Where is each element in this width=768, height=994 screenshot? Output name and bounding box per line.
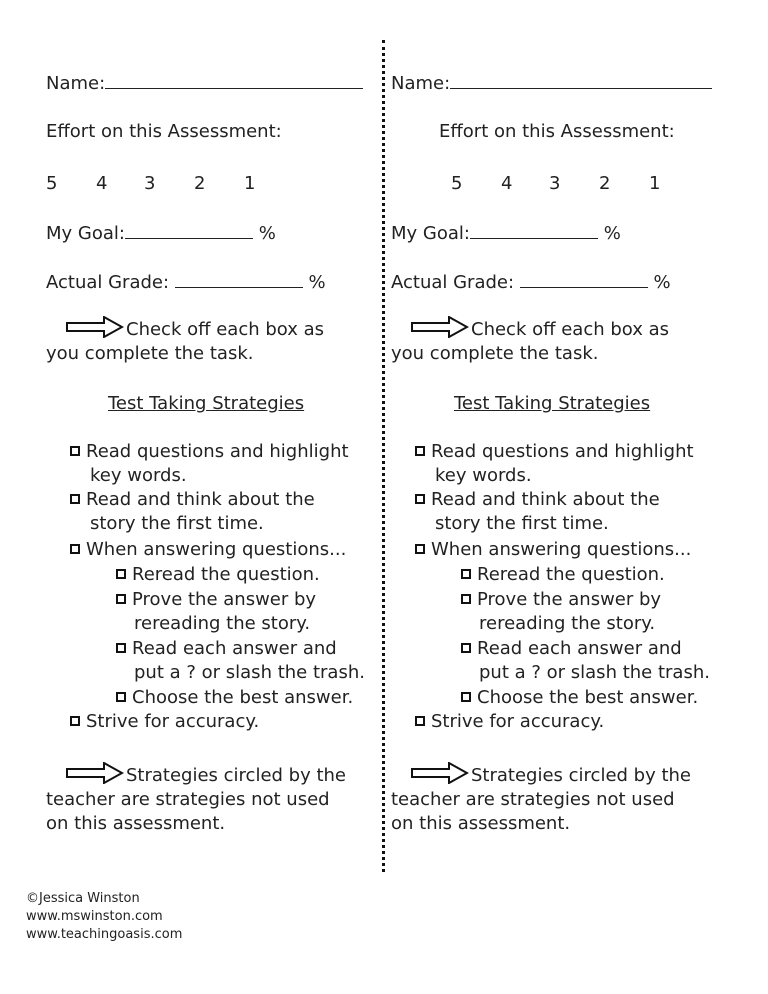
actual-label: Actual Grade: [46,272,170,293]
actual-unit: % [308,272,326,293]
circled-note [46,762,386,836]
name-blank[interactable] [450,70,712,89]
checkbox[interactable] [116,692,126,702]
strategy-item-cont: story the first time. [90,513,264,534]
goal-label: My Goal: [391,223,470,244]
name-row [391,70,712,96]
effort-option-1[interactable]: 1 [649,173,661,194]
circled-line1: Strategies circled by the [471,765,692,786]
actual-blank[interactable] [175,269,303,288]
arrow-right-icon [66,762,124,784]
author-credit: ©Jessica Winston [26,891,140,906]
strategy-item-read-questions[interactable]: Read questions and highlight [415,440,694,464]
effort-option-2[interactable]: 2 [194,173,206,194]
checkbox[interactable] [461,643,471,653]
arrow-right-icon [66,316,124,338]
checkoff-line1: Check off each box as [471,319,670,340]
circled-line2: teacher are strategies not used [46,789,330,810]
strategies-title: Test Taking Strategies [108,393,305,414]
goal-blank[interactable] [470,220,598,239]
checkoff-line2: you complete the task. [391,343,599,364]
checkbox[interactable] [116,569,126,579]
checkbox[interactable] [70,446,80,456]
strategy-item-cont: put a ? or slash the trash. [479,662,710,683]
checkbox[interactable] [415,446,425,456]
name-blank[interactable] [105,70,363,89]
circled-line1: Strategies circled by the [126,765,347,786]
goal-row [391,220,621,246]
effort-label: Effort on this Assessment: [46,121,282,142]
effort-option-3[interactable]: 3 [144,173,156,194]
checkoff-line1: Check off each box as [126,319,325,340]
actual-blank[interactable] [520,269,648,288]
circled-line3: on this assessment. [391,813,571,834]
strategy-item-cont: put a ? or slash the trash. [134,662,365,683]
effort-option-3[interactable]: 3 [549,173,561,194]
name-label: Name: [391,73,451,94]
checkbox[interactable] [116,594,126,604]
checkbox[interactable] [415,716,425,726]
goal-unit: % [258,223,276,244]
checkoff-instruction [391,316,731,366]
actual-label: Actual Grade: [391,272,515,293]
actual-row [46,269,326,295]
effort-label: Effort on this Assessment: [439,121,675,142]
strategy-item-cont: rereading the story. [479,613,656,634]
goal-row [46,220,276,246]
strategy-subitem-read-each[interactable]: Read each answer and [116,637,337,661]
strategy-subitem-reread[interactable]: Reread the question. [116,563,320,587]
strategy-item-when-answering[interactable]: When answering questions... [415,538,691,562]
checkbox[interactable] [415,494,425,504]
website-link[interactable]: www.teachingoasis.com [26,927,183,942]
checkbox[interactable] [461,569,471,579]
effort-option-4[interactable]: 4 [501,173,513,194]
arrow-right-icon [411,762,469,784]
actual-unit: % [653,272,671,293]
strategy-subitem-choose-best[interactable]: Choose the best answer. [461,686,698,710]
strategy-item-strive[interactable]: Strive for accuracy. [70,710,259,734]
effort-option-5[interactable]: 5 [451,173,463,194]
goal-unit: % [603,223,621,244]
strategy-subitem-prove[interactable]: Prove the answer by [461,588,661,612]
goal-blank[interactable] [125,220,253,239]
strategy-item-read-think[interactable]: Read and think about the [70,488,315,512]
effort-option-5[interactable]: 5 [46,173,58,194]
checkbox[interactable] [415,544,425,554]
name-row [46,70,363,96]
circled-note [391,762,731,836]
strategy-item-read-questions[interactable]: Read questions and highlight [70,440,349,464]
checkbox[interactable] [70,716,80,726]
strategy-subitem-choose-best[interactable]: Choose the best answer. [116,686,353,710]
checkbox[interactable] [70,544,80,554]
checkbox[interactable] [461,594,471,604]
circled-line2: teacher are strategies not used [391,789,675,810]
effort-option-1[interactable]: 1 [244,173,256,194]
actual-row [391,269,671,295]
strategy-subitem-reread[interactable]: Reread the question. [461,563,665,587]
checkoff-instruction [46,316,386,366]
checkbox[interactable] [461,692,471,702]
checkbox[interactable] [116,643,126,653]
strategy-item-read-think[interactable]: Read and think about the [415,488,660,512]
goal-label: My Goal: [46,223,125,244]
strategy-item-when-answering[interactable]: When answering questions... [70,538,346,562]
checkoff-line2: you complete the task. [46,343,254,364]
effort-option-4[interactable]: 4 [96,173,108,194]
strategy-item-cont: story the first time. [435,513,609,534]
arrow-right-icon [411,316,469,338]
strategy-item-strive[interactable]: Strive for accuracy. [415,710,604,734]
cut-line-divider [382,40,385,872]
name-label: Name: [46,73,106,94]
strategy-item-cont: key words. [435,465,532,486]
strategy-subitem-read-each[interactable]: Read each answer and [461,637,682,661]
website-link[interactable]: www.mswinston.com [26,909,163,924]
strategy-item-cont: rereading the story. [134,613,311,634]
copyright-footer [26,890,182,944]
strategy-item-cont: key words. [90,465,187,486]
strategy-subitem-prove[interactable]: Prove the answer by [116,588,316,612]
strategies-title: Test Taking Strategies [454,393,651,414]
circled-line3: on this assessment. [46,813,226,834]
effort-option-2[interactable]: 2 [599,173,611,194]
checkbox[interactable] [70,494,80,504]
